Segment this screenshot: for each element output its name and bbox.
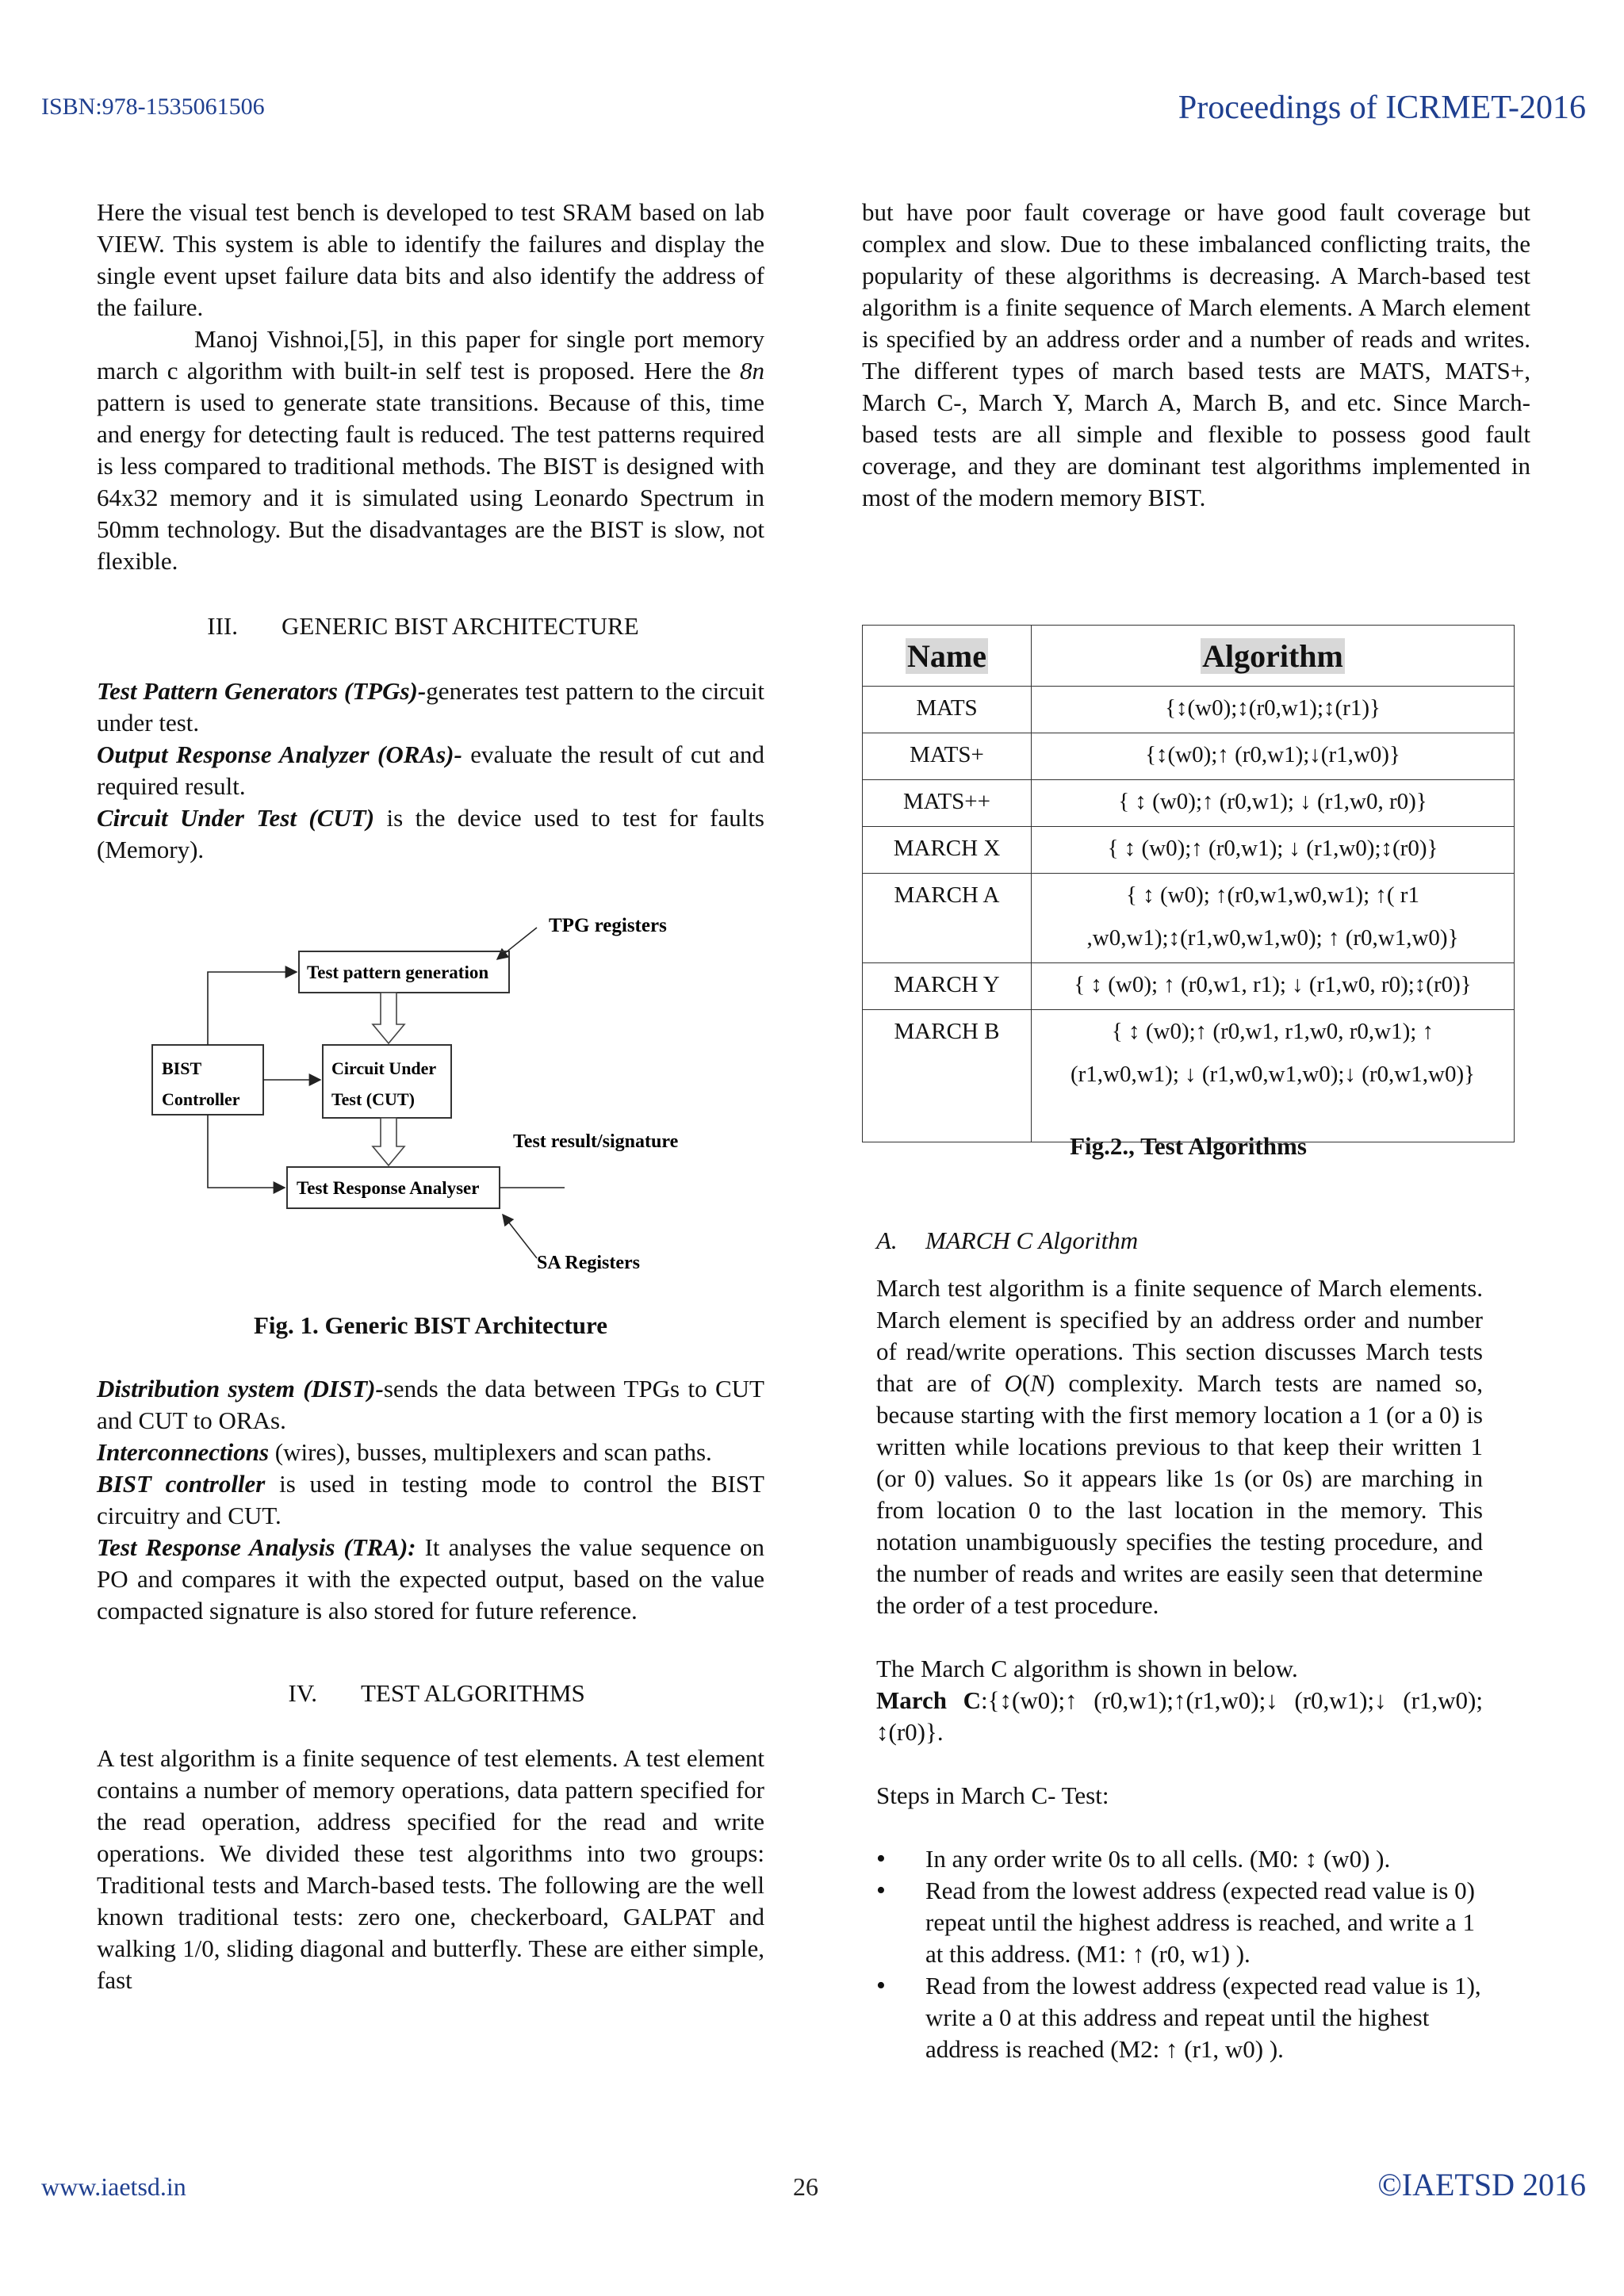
page-number: 26 — [793, 2172, 818, 2201]
table-header-algorithm: Algorithm — [1032, 626, 1515, 687]
footer-copyright: ©IAETSD 2016 — [1377, 2167, 1586, 2202]
proceedings-title: Proceedings of ICRMET-2016 — [1178, 90, 1586, 126]
ora-definition: Output Response Analyzer (ORAs)- evaluate the result of cut and required result. — [97, 740, 764, 800]
tra-definition: Test Response Analysis (TRA): It analyses the value sequence on PO and compares it with the expected output, based on the value compacted signature is also stored for future reference. — [97, 1533, 765, 1624]
dist-definition: Distribution system (DIST)-sends the data between TPGs to CUT and CUT to ORAs. — [97, 1375, 764, 1434]
fig1-sa-registers-label: SA Registers — [537, 1253, 640, 1273]
section-heading-3: III. GENERIC BIST ARCHITECTURE — [207, 612, 639, 640]
footer-website[interactable]: www.iaetsd.in — [41, 2172, 186, 2201]
section-heading-4: IV. TEST ALGORITHMS — [288, 1679, 585, 1707]
fig1-cut-line2: Test (CUT) — [331, 1089, 415, 1109]
tpg-definition: Test Pattern Generators (TPGs)-generates test pattern to the circuit under test. — [97, 677, 764, 737]
paragraph-march-test: March test algorithm is a finite sequence of March elements. March element is specified by an address order and number of read/write operations. This section discusses March tests that are of O(N) complexity. March tests are named so, because starting with the first memory location a 1 (or a 0) is written while locations previous to that keep their written 1 (or 0) values. So it appears like 1s (or 0s) are marching in from location 0 to the last location in the memory. This notation unambiguously specifies the testing procedure, and the number of reads and writes are easily seen that determine the order of a test procedure. — [876, 1274, 1483, 1619]
table-row: MATS++ { ↕ (w0);↑ (r0,w1); ↓ (r1,w0, r0)} — [863, 780, 1515, 827]
fig1-cut-line1: Circuit Under — [331, 1058, 437, 1078]
table-row: MARCH B { ↕ (w0);↑ (r0,w1, r1,w0, r0,w1); ↑ (r1,w0,w1); ↓ (r1,w0,w1,w0);↓ (r0,w1,w0)} — [863, 1010, 1515, 1142]
march-c-sequence: March C:{↕(w0);↑ (r0,w1);↑(r1,w0);↓ (r0,w1);↓ (r1,w0); ↕(r0)}. — [876, 1686, 1483, 1746]
table-row: MARCH X { ↕ (w0);↑ (r0,w1); ↓ (r1,w0);↕(r0)} — [863, 827, 1515, 874]
paragraph-march-based: but have poor fault coverage or have good fault coverage but complex and slow. Due to these imbalanced conflicting traits, the popularity of these algorithms is decreasing. A March-based test algorithm is a finite sequence of March elements. A March element is specified by an address order and a number of reads and writes. The different types of march based tests are MATS, MATS+, March C-, March Y, March A, March B, and etc. Since March-based tests are all simple and flexible to possess good fault coverage, and they are dominant test algorithms implemented in most of the modern memory BIST. — [862, 198, 1530, 511]
paragraph-test-algorithm: A test algorithm is a finite sequence of test elements. A test element contains a number of memory operations, data pattern specified for the read operation, address specified for the read and write operations. We divided these test algorithms into two groups: Traditional tests and March-based tests. The following are the well known traditional tests: zero one, checkerboard, GALPAT and walking 1/0, sliding diagonal and butterfly. These are either simple, fast — [97, 1744, 764, 1994]
paragraph-march-c-intro: The March C algorithm is shown in below. — [876, 1655, 1298, 1682]
test-algorithms-table — [862, 625, 1515, 1142]
steps-title: Steps in March C- Test: — [876, 1781, 1109, 1809]
right-column-top — [862, 197, 1530, 514]
paragraph-lab-view: Here the visual test bench is developed to test SRAM based on lab VIEW. This system is able to identify the failures and display the single event upset failure data bits and also identify the address of the failure. — [97, 198, 764, 321]
list-item: • In any order write 0s to all cells. (M0: ↕ (w0) ). — [876, 1843, 1483, 1875]
march-c-steps — [876, 1843, 1483, 2065]
paragraph-vishnoi: Manoj Vishnoi,[5], in this paper for single port memory march c algorithm with built-in self test is proposed. Here the 8n pattern is used to generate state transitions. Because of this, time and energy for detecting fault is reduced. The test patterns required is less compared to traditional methods. The BIST is designed with 64x32 memory and it is simulated using Leonardo Spectrum in 50mm technology. But the disadvantages are the BIST is slow, not flexible. — [97, 325, 764, 575]
fig1-test-pattern-generation: Test pattern generation — [307, 962, 489, 982]
table-row: MARCH Y { ↕ (w0); ↑ (r0,w1, r1); ↓ (r1,w0, r0);↕(r0)} — [863, 963, 1515, 1010]
table-row: MATS {↕(w0);↕(r0,w1);↕(r1)} — [863, 687, 1515, 733]
subsection-heading-march-c: A. MARCH C Algorithm — [876, 1226, 1139, 1254]
list-item: • Read from the lowest address (expected read value is 0) repeat until the highest address is reached, and write a 1 at this address. (M1: ↑ (r0, w1) ). — [876, 1875, 1483, 1970]
cut-definition: Circuit Under Test (CUT) is the device used to test for faults (Memory). — [97, 804, 764, 863]
bist-controller-definition: BIST controller is used in testing mode to control the BIST circuitry and CUT. — [97, 1470, 764, 1529]
figure1-caption: Fig. 1. Generic BIST Architecture — [253, 1311, 607, 1339]
isbn: ISBN:978-1535061506 — [41, 94, 265, 120]
table-header-name: Name — [863, 626, 1032, 687]
fig1-tpg-registers-label: TPG registers — [549, 915, 667, 936]
fig1-test-result-label: Test result/signature — [513, 1131, 679, 1152]
figure2-caption: Fig.2., Test Algorithms — [1070, 1132, 1307, 1160]
fig1-bist: BIST — [162, 1058, 202, 1078]
left-column — [97, 197, 764, 1996]
fig1-controller: Controller — [162, 1089, 240, 1109]
interconnections-definition: Interconnections (wires), busses, multiplexers and scan paths. — [97, 1438, 712, 1466]
fig1-test-response-analyser: Test Response Analyser — [297, 1178, 480, 1198]
table-row: MATS+ {↕(w0);↑ (r0,w1);↓(r1,w0)} — [863, 733, 1515, 780]
list-item: • Read from the lowest address (expected read value is 1), write a 0 at this address and repeat until the highest address is reached (M2: ↑ (r1, w0) ). — [876, 1970, 1483, 2065]
table-row: MARCH A { ↕ (w0); ↑(r0,w1,w0,w1); ↑( r1 ,w0,w1);↕(r1,w0,w1,w0); ↑ (r0,w1,w0)} — [863, 874, 1515, 963]
figure-bist-architecture — [97, 897, 764, 1294]
right-column-bottom — [876, 1225, 1483, 2065]
